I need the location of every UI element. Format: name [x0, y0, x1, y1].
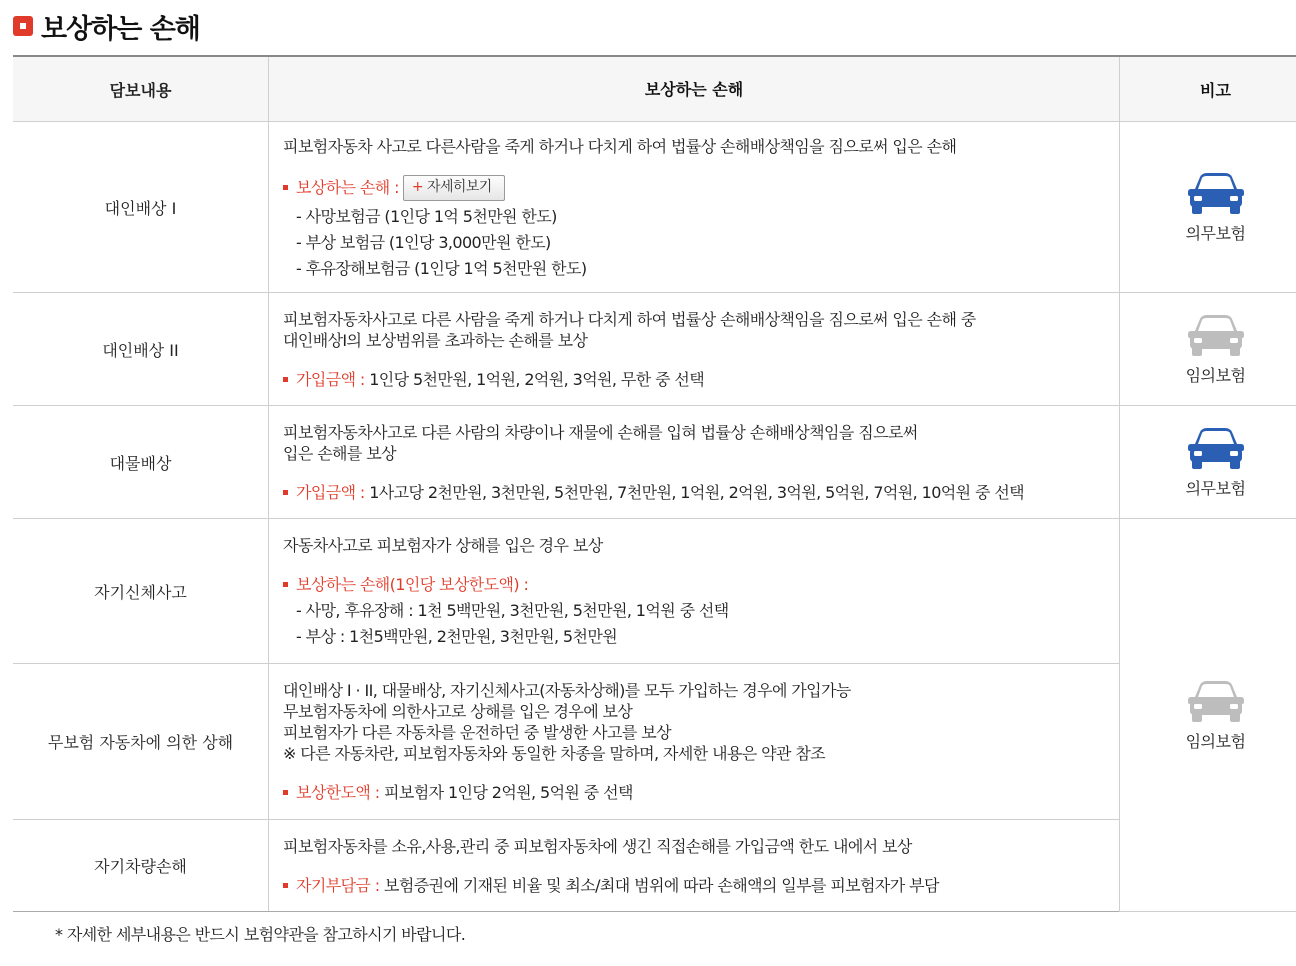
table-row: [13, 820, 1296, 912]
section-title: [13, 8, 200, 44]
square-bullet-icon: [283, 185, 288, 190]
bullet-label: 가입금액 :: [296, 482, 365, 502]
car-icon: [1187, 313, 1245, 357]
page-title: 보상하는 손해: [41, 13, 200, 45]
square-bullet-icon: [283, 582, 288, 587]
car-icon: [1187, 426, 1245, 470]
header-compensation: 보상하는 손해: [269, 56, 1120, 122]
compensation-cell: [269, 406, 1120, 519]
bullet-label: 가입금액 :: [296, 369, 365, 389]
insurance-type: 임의보험: [1185, 731, 1246, 751]
bullet-label: 보상하는 손해(1인당 보상한도액) :: [296, 575, 529, 594]
bullet-label: 자기부담금 :: [296, 875, 380, 895]
note-cell: [1120, 406, 1296, 519]
bullet-value: 1사고당 2천만원, 3천만원, 5천만원, 7천만원, 1억원, 2억원, 3억원, 5억원, 7억원, 10억원 중 선택: [364, 482, 1025, 502]
table-row: [13, 293, 1296, 406]
note-cell: [1120, 122, 1296, 293]
insurance-type: 의무보험: [1185, 223, 1246, 243]
footnote: * 자세한 세부내용은 반드시 보험약관을 참고하시기 바랍니다.: [55, 925, 466, 944]
detail-button[interactable]: [403, 175, 505, 201]
sub-item: - 사망, 후유장해 : 1천 5백만원, 3천만원, 5천만원, 1억원 중 선택: [296, 601, 729, 620]
compensation-cell: [269, 820, 1120, 912]
bullet-line: [283, 482, 1105, 503]
sub-item: - 부상 : 1천5백만원, 2천만원, 3천만원, 5천만원: [296, 627, 618, 646]
bullet-line: [283, 175, 1105, 201]
bullet-label: 보상하는 손해 :: [296, 178, 399, 197]
coverage-name: 대인배상 I: [13, 122, 269, 293]
table-header-row: [13, 56, 1296, 122]
sub-item: - 후유장해보험금 (1인당 1억 5천만원 한도): [296, 258, 587, 278]
coverage-table: [13, 55, 1296, 912]
compensation-cell: [269, 122, 1120, 293]
description-line: 피보험자동차사고로 다른 사람을 죽게 하거나 다치게 하여 법률상 손해배상책임을 짐으로써 입은 손해 중: [283, 309, 976, 329]
description-line: 입은 손해를 보상: [283, 443, 396, 463]
description-line: 피보험자동차를 소유,사용,관리 중 피보험자동차에 생긴 직접손해를 가입금액 한도 내에서 보상: [283, 836, 912, 856]
description-line: 대인배상 I · II, 대물배상, 자기신체사고(자동차상해)를 모두 가입하는 경우에 가입가능: [283, 681, 851, 700]
coverage-name: 자기차량손해: [13, 820, 269, 912]
bullet-value: 피보험자 1인당 2억원, 5억원 중 선택: [379, 783, 633, 802]
table-row: [13, 664, 1296, 820]
bullet-value: 보험증권에 기재된 비율 및 최소/최대 범위에 따라 손해액의 일부를 피보험자가 부담: [379, 875, 939, 895]
car-icon: [1187, 171, 1245, 215]
table-row: [13, 406, 1296, 519]
header-note: 비고: [1120, 56, 1296, 122]
plus-icon: +: [411, 179, 424, 195]
detail-button-label: 자세히보기: [427, 179, 492, 195]
description-line: 자동차사고로 피보험자가 상해를 입은 경우 보상: [283, 536, 603, 555]
description-line: 무보험자동차에 의한사고로 상해를 입은 경우에 보상: [283, 702, 633, 721]
table-row: [13, 519, 1296, 664]
sub-item: - 사망보험금 (1인당 1억 5천만원 한도): [296, 206, 557, 226]
header-coverage: 담보내용: [13, 56, 269, 122]
coverage-name: 대물배상: [13, 406, 269, 519]
bullet-label: 보상한도액 :: [296, 783, 380, 802]
insurance-type: 임의보험: [1185, 365, 1246, 385]
bullet-value: 1인당 5천만원, 1억원, 2억원, 3억원, 무한 중 선택: [364, 369, 705, 389]
compensation-cell: [269, 293, 1120, 406]
bullet-line: [283, 369, 1105, 390]
description-line: 피보험자동차사고로 다른 사람의 차량이나 재물에 손해를 입혀 법률상 손해배상책임을 짐으로써: [283, 422, 918, 442]
coverage-name: 무보험 자동차에 의한 상해: [13, 664, 269, 820]
compensation-cell: [269, 519, 1120, 664]
description-line: 대인배상I의 보상범위를 초과하는 손해를 보상: [283, 330, 588, 350]
compensation-cell: [269, 664, 1120, 820]
car-icon: [1187, 679, 1245, 723]
description-line: 피보험자동차 사고로 다른사람을 죽게 하거나 다치게 하여 법률상 손해배상책임을 짐으로써 입은 손해: [283, 136, 957, 156]
note-cell: [1120, 293, 1296, 406]
note-cell: [1120, 519, 1296, 912]
square-bullet-icon: [283, 883, 288, 888]
square-bullet-icon: [13, 16, 33, 36]
sub-item: - 부상 보험금 (1인당 3,000만원 한도): [296, 232, 551, 252]
description-line: ※ 다른 자동차란, 피보험자동차와 동일한 차종을 말하며, 자세한 내용은 약관 참조: [283, 744, 826, 763]
coverage-name: 자기신체사고: [13, 519, 269, 664]
description-line: 피보험자가 다른 자동차를 운전하던 중 발생한 사고를 보상: [283, 723, 671, 742]
insurance-type: 의무보험: [1185, 478, 1246, 498]
coverage-name: 대인배상 II: [13, 293, 269, 406]
square-bullet-icon: [283, 490, 288, 495]
bullet-line: [283, 875, 1105, 896]
square-bullet-icon: [283, 377, 288, 382]
table-row: [13, 122, 1296, 293]
square-bullet-icon: [283, 790, 288, 795]
bullet-line: [283, 782, 1105, 803]
bullet-line: [283, 574, 1105, 595]
